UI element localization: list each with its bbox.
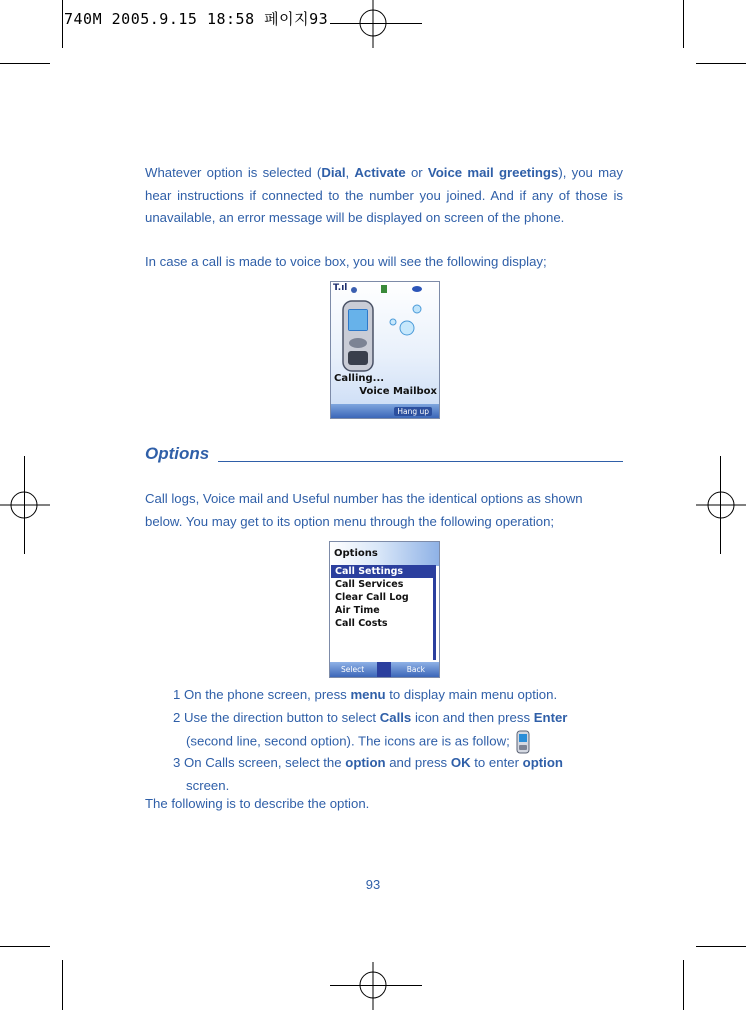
crop-mark [696,946,746,947]
step-number: 1 [173,687,181,702]
menu-item-call-services[interactable]: Call Services [335,579,404,590]
crop-mark [683,960,684,1010]
term-ok: OK [450,755,471,770]
registration-target-icon [348,960,398,1010]
text-run: Whatever option is selected ( [145,165,322,180]
text-run: On Calls screen, select the [184,755,346,770]
crop-mark [62,0,63,48]
calling-screen-image [330,281,440,419]
calls-phone-icon [515,730,531,754]
registration-target-icon [0,480,50,530]
text-run: icon and then press [411,710,534,725]
text-run: On the phone screen, press [184,687,351,702]
bubble-decoration-icon [383,300,439,346]
step-3 [173,752,623,797]
crop-mark [683,0,684,48]
crop-mark [696,63,746,64]
text-run: and press [385,755,451,770]
phone-illustration-icon [341,299,381,373]
print-header: 740M 2005.9.15 18:58 페이지93 [64,10,329,28]
step-2-continuation [173,730,623,754]
step-3-continuation: screen. [186,777,230,793]
text-run: to display main menu option. [385,687,558,702]
closing-line: The following is to describe the option. [145,796,370,811]
status-icons [351,284,437,294]
status-signal-icon: T.ıl [333,283,348,293]
calling-label: Calling... [334,373,385,384]
section-rule [218,461,623,462]
hang-up-softkey[interactable]: Hang up [394,407,432,416]
scrollbar[interactable] [433,565,436,660]
menu-item-call-settings[interactable]: Call Settings [331,565,434,578]
term-option: option [345,755,386,770]
select-softkey[interactable]: Select [341,665,365,674]
menu-list [330,565,434,630]
menu-title: Options [334,548,378,559]
crop-mark [0,946,50,947]
intro-paragraph [145,162,623,230]
options-menu-screen-image [329,541,440,678]
menu-item-air-time[interactable]: Air Time [335,605,380,616]
text-run: , [345,165,355,180]
term-option: option [522,755,563,770]
intro-line-2: In case a call is made to voice box, you will see the following display; [145,254,547,269]
registration-target-icon [348,0,398,50]
section-title: Options [145,444,210,463]
term-voice-mail-greetings: Voice mail greetings [427,165,559,180]
crop-mark [62,960,63,1010]
options-line-1: Call logs, Voice mail and Useful number has the identical options as shown [145,491,583,506]
term-calls: Calls [379,710,412,725]
step-number: 2 [173,710,181,725]
text-run: ), you may hear instructions if connected to the number you joined. And if any of those is unavailable, an error message will be displayed on screen of the phone. [145,165,623,225]
text-run: to enter [470,755,523,770]
step-1 [173,684,623,707]
back-softkey[interactable]: Back [406,665,425,674]
term-activate: Activate [354,165,406,180]
term-menu: menu [350,687,386,702]
step-number: 3 [173,755,181,770]
term-enter: Enter [533,710,568,725]
step-2 [173,707,623,754]
crop-mark [0,63,50,64]
text-run: Use the direction button to select [184,710,380,725]
text-run: or [405,165,428,180]
menu-item-call-costs[interactable]: Call Costs [335,618,388,629]
text-run: (second line, second option). The icons are is as follow; [186,732,510,748]
term-dial: Dial [321,165,346,180]
call-target-label: Voice Mailbox [359,386,437,397]
menu-item-clear-call-log[interactable]: Clear Call Log [335,592,409,603]
page-number: 93 [365,877,381,892]
softkey-center [377,662,391,677]
registration-target-icon [696,480,746,530]
options-line-2: below. You may get to its option menu through the following operation; [145,514,555,529]
